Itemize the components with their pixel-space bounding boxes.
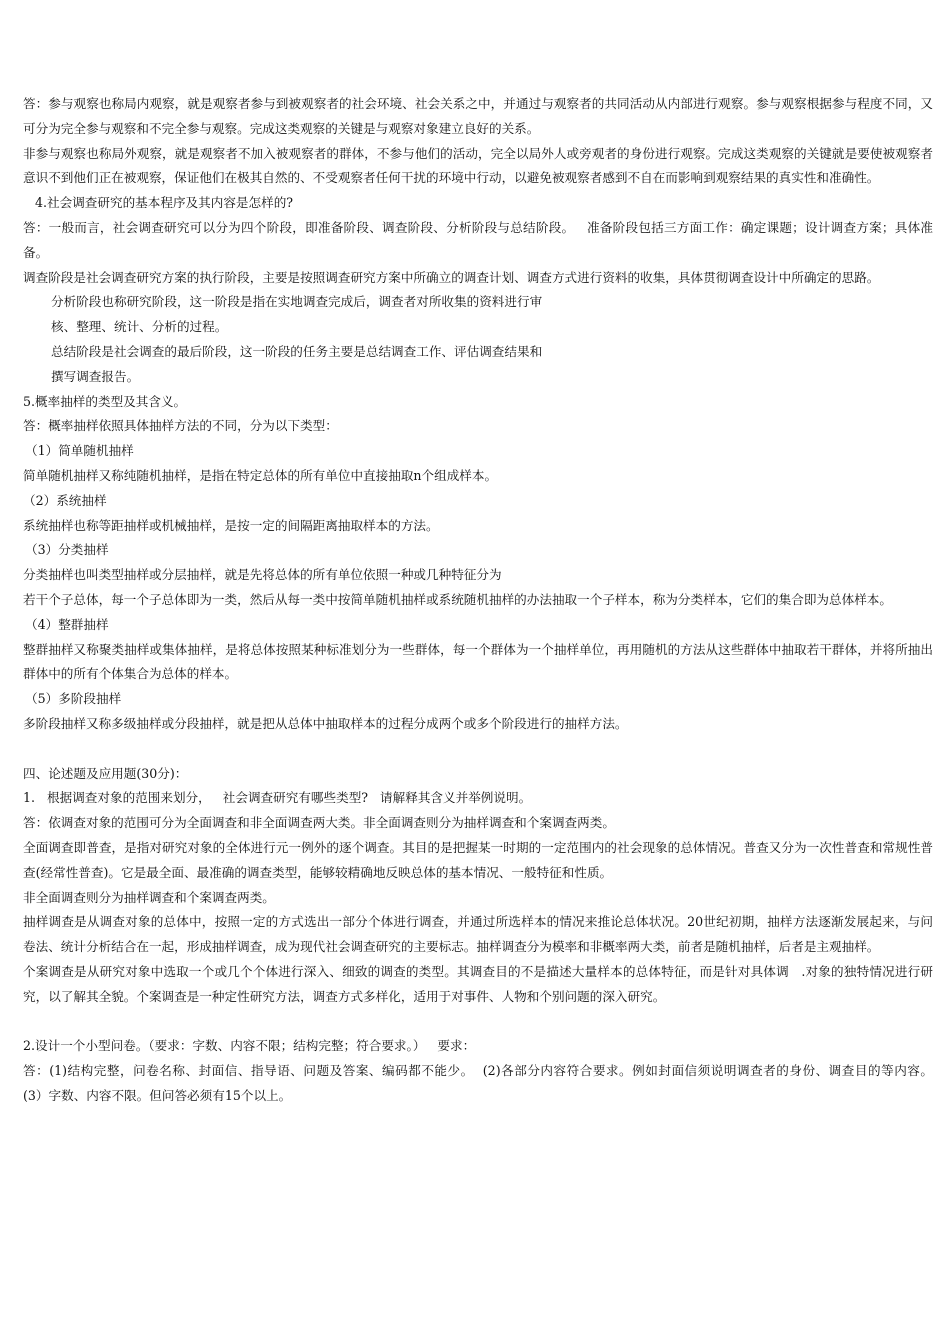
q5-type-3-text-1: 分类抽样也叫类型抽样或分层抽样，就是先将总体的所有单位依照一种或几种特征分为	[23, 567, 502, 583]
spacer	[23, 1009, 933, 1034]
q5-type-1-title: （1）简单随机抽样	[25, 443, 134, 459]
q4-answer-intro: 答：一般而言，社会调查研究可以分为四个阶段，即准备阶段、调查阶段、分析阶段与总结阶段。 准备阶段包括三方面工作：确定课题；设计调查方案；具体准备。	[23, 219, 933, 260]
question-5: 5.概率抽样的类型及其含义。	[23, 393, 187, 409]
q5-type-1-text: 简单随机抽样又称纯随机抽样，是指在特定总体的所有单位中直接抽取n个组成样本。	[23, 467, 498, 483]
q5-type-2-text: 系统抽样也称等距抽样或机械抽样，是按一定的间隔距离抽取样本的方法。	[23, 517, 439, 533]
s4-q1-non-full-survey: 非全面调查则分为抽样调查和个案调查两类。	[23, 889, 275, 905]
spacer	[23, 737, 933, 762]
observation-non-participant: 非参与观察也称局外观察，就是观察者不加入被观察者的群体，不参与他们的活动，完全以局外人或旁观者的身份进行观察。完成这类观察的关键就是要使被观察者意识不到他们正在被观察，保证他们在极其自然的、不受观察者任何干扰的环境中行动，以避免被观察者感到不自在而影响到观察结果的真实性和准确性。	[23, 145, 933, 186]
section-4-heading: 四、论述题及应用题(30分)：	[23, 765, 188, 781]
q4-analysis-line-2: 核、整理、统计、分析的过程。	[51, 319, 228, 335]
q5-answer-intro: 答：概率抽样依照具体抽样方法的不同，分为以下类型：	[23, 418, 338, 434]
s4-q1-sampling-survey: 抽样调查是从调查对象的总体中，按照一定的方式选出一部分个体进行调查，并通过所选样本的情况来推论总体状况。20世纪初期，抽样方法逐渐发展起来，与问卷法、统计分析结合在一起，形成抽样调查，成为现代社会调查研究的主要标志。抽样调查分为模率和非概率两大类，前者是随机抽样，后者是主观抽样。	[23, 914, 933, 955]
q5-type-5-title: （5）多阶段抽样	[25, 691, 122, 707]
s4-q1-answer: 答：依调查对象的范围可分为全面调查和非全面调查两大类。非全面调查则分为抽样调查和个案调查两类。	[23, 815, 615, 831]
q4-summary-line-1: 总结阶段是社会调查的最后阶段，这一阶段的任务主要是总结调查工作、评估调查结果和	[51, 343, 543, 359]
s4-question-2: 2.设计一个小型问卷。（要求：字数、内容不限；结构完整；符合要求。） 要求：	[23, 1038, 476, 1054]
s4-question-1: 1. 根据调查对象的范围来划分， 社会调查研究有哪些类型? 请解释其含义并举例说明。	[23, 790, 532, 806]
document-page	[23, 92, 950, 1109]
observation-participant-answer: 答：参与观察也称局内观察，就是观察者参与到被观察者的社会环境、社会关系之中，并通过与观察者的共同活动从内部进行观察。参与观察根据参与程度不同，又可分为完全参与观察和不完全参与观察。完成这类观察的关键是与观察对象建立良好的关系。	[23, 96, 933, 136]
q5-type-3-text-2: 若干个子总体，每一个子总体即为一类，然后从每一类中按简单随机抽样或系统随机抽样的办法抽取一个子样本，称为分类样本，它们的集合即为总体样本。	[23, 591, 892, 607]
q4-summary-line-2: 撰写调查报告。	[51, 368, 140, 384]
q5-type-3-title: （3）分类抽样	[25, 542, 109, 558]
q5-type-5-text: 多阶段抽样又称多级抽样或分段抽样，就是把从总体中抽取样本的过程分成两个或多个阶段进行的抽样方法。	[23, 715, 628, 731]
q4-survey-stage: 调查阶段是社会调查研究方案的执行阶段，主要是按照调查研究方案中所确立的调查计划、调查方式进行资料的收集，具体贯彻调查设计中所确定的思路。	[23, 269, 880, 285]
q5-type-4-text: 整群抽样又称聚类抽样或集体抽样，是将总体按照某种标准划分为一些群体，每一个群体为一个抽样单位，再用随机的方法从这些群体中抽取若干群体，并将所抽出群体中的所有个体集合为总体的样本。	[23, 641, 933, 682]
s4-q1-full-survey: 全面调查即普查，是指对研究对象的全体进行元一例外的逐个调查。其目的是把握某一时期的一定范围内的社会现象的总体情况。普查又分为一次性普查和常规性普查(经常性普查)。它是最全面、最准确的调查类型，能够较精确地反映总体的基本情况、一般特征和性质。	[23, 839, 933, 880]
s4-q2-answer: 答：(1)结构完整，问卷名称、封面信、指导语、问题及答案、编码都不能少。 (2)各部分内容符合要求。例如封面信须说明调查者的身份、调查目的等内容。 (3）字数、内容不限。但问答必须有15个以上。	[23, 1063, 950, 1103]
q5-type-2-title: （2）系统抽样	[23, 492, 107, 508]
q4-analysis-line-1: 分析阶段也称研究阶段，这一阶段是指在实地调查完成后，调查者对所收集的资料进行审	[51, 294, 543, 310]
s4-q1-case-survey: 个案调查是从研究对象中选取一个或几个个体进行深入、细致的调查的类型。其调查目的不是描述大量样本的总体特征，而是针对具体调 .对象的独特情况进行研究，以了解其全貌。个案调查是一种定性研究方法，调查方式多样化，适用于对事件、人物和个别问题的深入研究。	[23, 963, 933, 1004]
question-4: 4.社会调查研究的基本程序及其内容是怎样的?	[35, 195, 294, 211]
q5-type-4-title: （4）整群抽样	[25, 616, 109, 632]
